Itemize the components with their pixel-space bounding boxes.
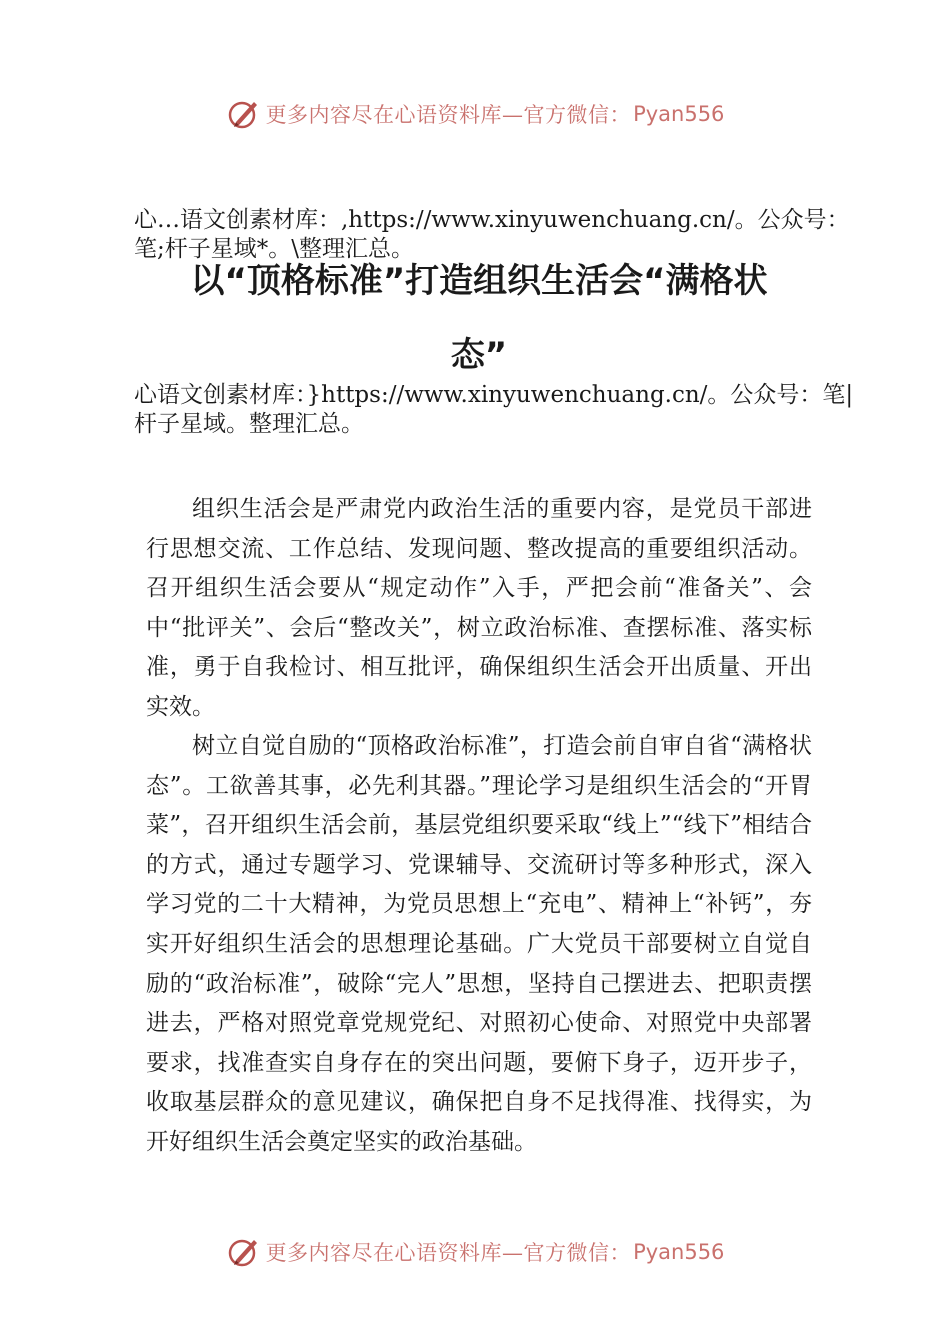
banner-wechat-id: Pyan556 [633, 102, 725, 126]
source-note: 心…语文创素材库：,https://www.xinyuwenchuang.cn/。公众号：笔;杆子星域*。\整理汇总。 [134, 207, 850, 262]
header-banner [0, 94, 950, 134]
banner-text: 更多内容尽在心语资料库—官方微信： [265, 103, 632, 127]
banner-wechat-id: Pyan556 [633, 1240, 725, 1264]
body-paragraph: 组织生活会是严肃党内政治生活的重要内容，是党员干部进行思想交流、工作总结、发现问题、整改提高的重要组织活动。召开组织生活会要从“规定动作”入手，严把会前“准备关”、会中“批评关”、会后“整改关”，树立政治标准、查摆标准、落实标准，勇于自我检讨、相互批评，确保组织生活会开出质量、开出实效。 [146, 496, 812, 720]
document-title-cont: 态” [450, 335, 508, 375]
pen-logo-icon [226, 1234, 262, 1270]
body-paragraph: 树立自觉自励的“顶格政治标准”，打造会前自审自省“满格状态”。工欲善其事，必先利其器。”理论学习是组织生活会的“开胃菜”，召开组织生活会前，基层党组织要采取“线上”“线下”相结合的方式，通过专题学习、党课辅导、交流研讨等多种形式，深入学习党的二十大精神，为党员思想上“充电”、精神上“补钙”，夯实开好组织生活会的思想理论基础。广大党员干部要树立自觉自励的“政治标准”，破除“完人”思想，坚持自己摆进去、把职责摆进去，严格对照党章党规党纪、对照初心使命、对照党中央部署要求，找准查实自身存在的突出问题，要俯下身子，迈开步子，收取基层群众的意见建议，确保把自身不足找得准、找得实，为开好组织生活会奠定坚实的政治基础。 [146, 733, 812, 1155]
pen-logo-icon [226, 96, 262, 132]
document-title: 以“顶格标准”打造组织生活会“满格状 [190, 261, 768, 301]
banner-text: 更多内容尽在心语资料库—官方微信： [265, 1241, 632, 1265]
source-note: 心语文创素材库：}https://www.xinyuwenchuang.cn/。公众号：笔|杆子星域。整理汇总。 [134, 382, 854, 437]
footer-banner [0, 1232, 950, 1272]
